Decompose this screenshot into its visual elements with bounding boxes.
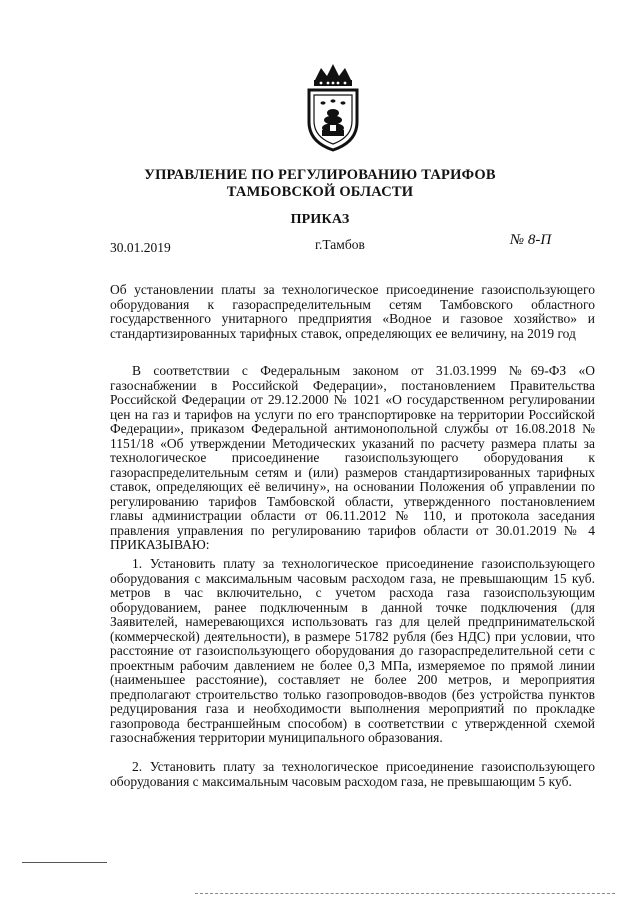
- order-subject: Об установлении платы за технологическое присоединение газоиспользующего оборудования к газораспределительным сетям Тамбовского областного государственного унитарного предприятия «Водное и газовое хозяйство» и стандартизированных тарифных ставок, определяющих ее величину, на 2019 год: [110, 282, 595, 341]
- document-type: ПРИКАЗ: [290, 212, 350, 227]
- footer-rule-right: [195, 893, 615, 894]
- document-date: 30.01.2019: [110, 240, 171, 255]
- authority-name-line2: ТАМБОВСКОЙ ОБЛАСТИ: [226, 184, 414, 200]
- footer-rule-left: [22, 862, 107, 863]
- document-city: г.Тамбов: [315, 237, 365, 252]
- document-number: № 8-П: [510, 232, 552, 248]
- order-item-2: 2. Установить плату за технологическое присоединение газоиспользующего оборудования с максимальным часовым расходом газа, не превышающим 5 куб.: [110, 759, 595, 789]
- authority-name-line1: УПРАВЛЕНИЕ ПО РЕГУЛИРОВАНИЮ ТАРИФОВ: [144, 167, 496, 183]
- order-item-1: 1. Установить плату за технологическое присоединение газоиспользующего оборудования с максимальным часовым расходом газа, не превышающим 15 куб. метров в час включительно, с учетом расхода газа газоиспользующим оборудованием, ранее подключенным в данной точке подключения (для Заявителей, намеревающихся использовать газ для целей предпринимательской (коммерческой) деятельности), в размере 51782 рубля (без НДС) при условии, что расстояние от газоиспользующего оборудования до газораспределительной сети с проектным рабочим давлением не более 0,3 МПа, измеряемое по прямой линии (наименьшее расстояние), составляет не более 200 метров, и мероприятия предполагают строительство только газопроводов-вводов (без устройства пунктов редуцирования газа и необходимости выполнения мероприятий по прокладке газопровода бестраншейным способом) в соответствии с утвержденной схемой газоснабжения территории муниципального образования.: [110, 556, 595, 745]
- order-preamble: В соответствии с Федеральным законом от 31.03.1999 №69-ФЗ «О газоснабжении в Российской Федерации», постановлением Правительства Российской Федерации от 29.12.2000 № 1021 «О государственном регулировании цен на газ и тарифов на услуги по его транспортировке на территории Российской Федерации», приказом Федеральной антимонопольной службы от 16.08.2018 № 1151/18 «Об утверждении Методических указаний по расчету размера платы за технологическое присоединение газоиспользующего оборудования к газораспределительным сетям и (или) размеров стандартизированных тарифных ставок, определяющих её величину», на основании Положения об управлении по регулированию тарифов Тамбовской области, утвержденного постановлением главы администрации области от 06.11.2012 № 110, и протокола заседания правления управления по регулированию тарифов области от 30.01.2019 № 4 ПРИКАЗЫВАЮ:: [110, 363, 595, 552]
- coat-of-arms-icon: [301, 62, 365, 152]
